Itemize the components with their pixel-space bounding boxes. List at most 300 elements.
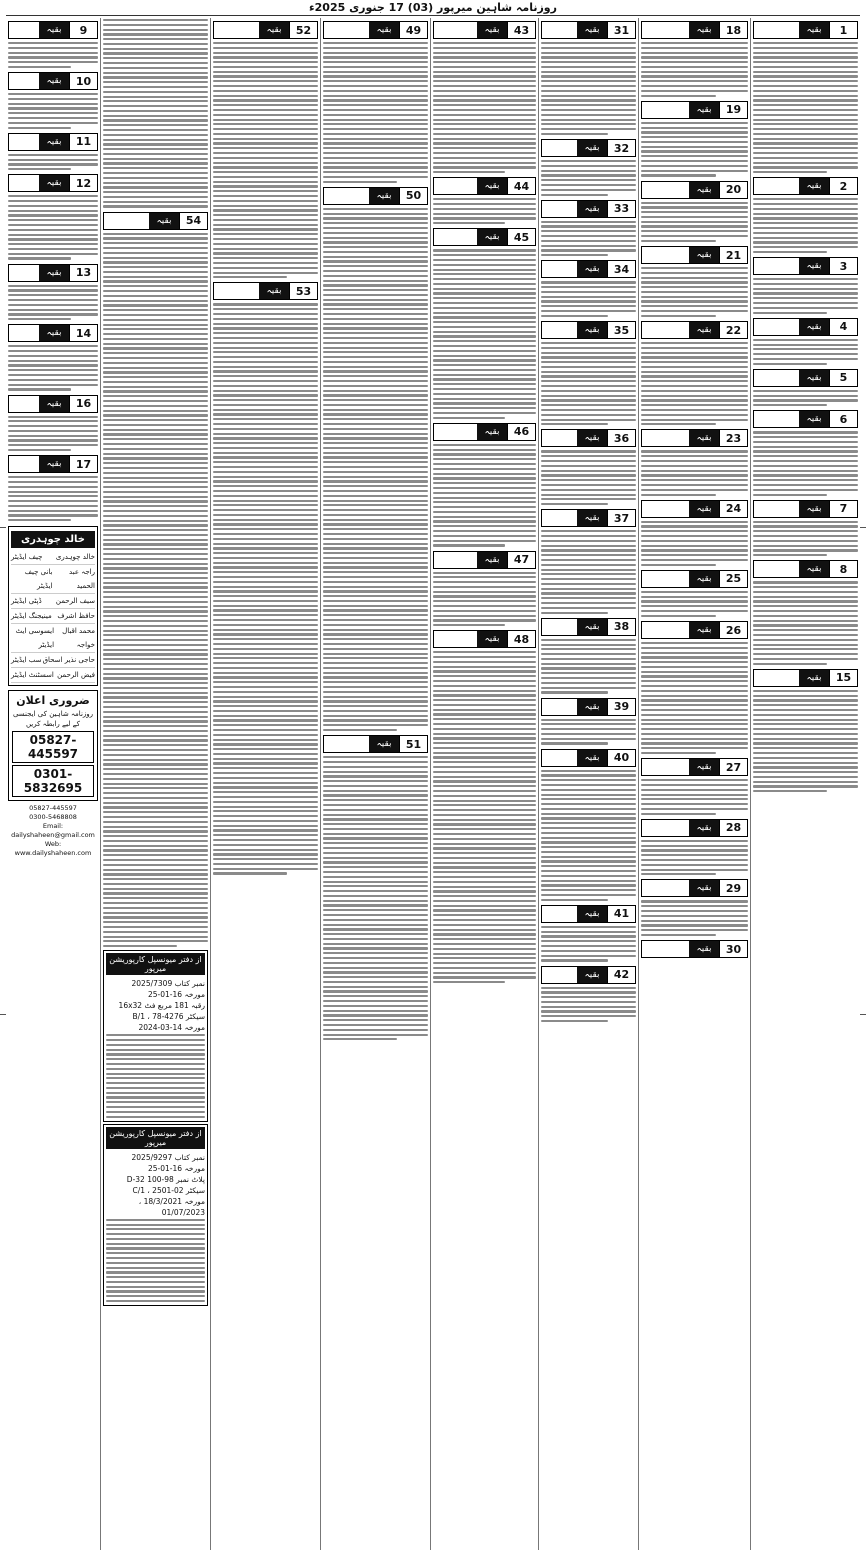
text-block: [8, 41, 98, 69]
text-line: [323, 442, 428, 444]
text-line: [323, 624, 428, 626]
text-line: [641, 390, 748, 392]
text-line: [213, 514, 318, 516]
text-line: [541, 371, 636, 373]
text-block: [541, 529, 636, 614]
text-line: [541, 315, 608, 317]
text-line: [103, 668, 208, 670]
text-line: [213, 724, 318, 726]
text-line: [213, 748, 318, 750]
text-line: [753, 634, 858, 636]
text-line: [753, 42, 858, 44]
text-line: [641, 170, 748, 172]
text-line: [323, 600, 428, 602]
text-line: [641, 615, 716, 617]
text-line: [323, 648, 428, 650]
text-line: [103, 644, 208, 646]
continuation-tag: [541, 429, 636, 447]
text-line: [753, 61, 858, 63]
tag-rule: [754, 561, 799, 577]
chief-editor-name: خالد چوہدری: [11, 531, 95, 548]
text-line: [753, 752, 858, 754]
text-line: [541, 884, 636, 886]
text-line: [323, 95, 428, 97]
text-line: [213, 313, 318, 315]
text-line: [433, 383, 536, 385]
text-line: [103, 367, 208, 369]
text-line: [541, 375, 636, 377]
text-line: [103, 48, 208, 50]
text-line: [641, 85, 748, 87]
text-line: [433, 278, 536, 280]
tag-rule: [642, 22, 689, 38]
text-line: [433, 610, 536, 612]
text-line: [323, 605, 428, 607]
text-line: [641, 564, 716, 566]
text-line: [8, 154, 98, 156]
text-line: [641, 789, 748, 791]
tag-rule: [9, 396, 39, 412]
tag-rule: [542, 201, 577, 217]
text-line: [641, 216, 748, 218]
continuation-tag: [641, 940, 748, 958]
continuation-label: بقیہ: [39, 22, 69, 38]
text-line: [323, 804, 428, 806]
text-line: [323, 366, 428, 368]
column-7: [100, 18, 210, 1550]
text-line: [323, 533, 428, 535]
text-line: [103, 481, 208, 483]
text-line: [103, 376, 208, 378]
text-line: [641, 221, 748, 223]
text-line: [541, 494, 636, 496]
text-line: [753, 615, 858, 617]
continuation-number: 25: [719, 571, 747, 587]
text-line: [641, 305, 748, 307]
text-line: [641, 375, 748, 377]
continuation-tag: [8, 174, 98, 192]
continuation-number: 28: [719, 820, 747, 836]
text-line: [213, 66, 318, 68]
text-line: [103, 596, 208, 598]
continuation-block: [753, 669, 858, 794]
text-line: [103, 496, 208, 498]
text-line: [641, 685, 748, 687]
tag-rule: [642, 182, 689, 198]
text-line: [753, 535, 858, 537]
text-line: [541, 597, 636, 599]
text-line: [8, 360, 98, 362]
text-line: [213, 224, 318, 226]
text-line: [8, 350, 98, 352]
text-line: [433, 862, 536, 864]
text-block: [541, 220, 636, 258]
continuation-label: بقیہ: [799, 319, 829, 335]
text-line: [323, 547, 428, 549]
text-line: [8, 369, 98, 371]
text-line: [213, 629, 318, 631]
text-line: [541, 189, 636, 191]
continuation-number: 30: [719, 941, 747, 957]
continuation-label: بقیہ: [689, 430, 719, 446]
text-line: [103, 811, 208, 813]
continuation-number: 53: [289, 283, 317, 299]
text-line: [323, 595, 428, 597]
text-line: [106, 1276, 205, 1278]
text-line: [433, 685, 536, 687]
text-line: [213, 195, 318, 197]
text-line: [433, 694, 536, 696]
text-line: [323, 1000, 428, 1002]
text-line: [323, 619, 428, 621]
text-line: [106, 1281, 205, 1283]
text-block: [8, 475, 98, 522]
text-line: [8, 257, 71, 259]
continuation-tag: [753, 257, 858, 275]
continuation-block: [641, 246, 748, 318]
text-line: [433, 957, 536, 959]
text-line: [753, 138, 858, 140]
notice-line: پلاٹ نمبر D-32 100-98: [126, 1174, 205, 1184]
text-line: [433, 670, 536, 672]
text-line: [541, 813, 636, 815]
text-line: [753, 450, 858, 452]
text-line: [641, 136, 748, 138]
text-line: [323, 428, 428, 430]
text-line: [753, 781, 858, 783]
text-line: [753, 399, 858, 401]
continuation-number: 27: [719, 759, 747, 775]
text-line: [213, 825, 318, 827]
text-line: [103, 754, 208, 756]
text-line: [323, 586, 428, 588]
tag-rule: [104, 213, 149, 229]
text-line: [103, 72, 208, 74]
text-line: [103, 91, 208, 93]
continuation-tag: [8, 395, 98, 413]
continuation-label: بقیہ: [689, 322, 719, 338]
continuation-number: 19: [719, 102, 747, 118]
text-line: [213, 829, 318, 831]
text-line: [541, 95, 636, 97]
text-line: [641, 610, 748, 612]
text-line: [103, 186, 208, 188]
text-line: [213, 552, 318, 554]
text-line: [103, 940, 208, 942]
text-line: [433, 85, 536, 87]
text-line: [541, 653, 636, 655]
text-line: [641, 549, 748, 551]
text-line: [753, 663, 827, 665]
text-line: [213, 543, 318, 545]
text-line: [323, 509, 428, 511]
text-block: [753, 430, 858, 496]
continuation-block: [753, 369, 858, 408]
text-line: [103, 840, 208, 842]
continuation-number: 46: [507, 424, 535, 440]
continuation-number: 52: [289, 22, 317, 38]
text-line: [213, 375, 318, 377]
text-line: [103, 390, 208, 392]
text-line: [753, 292, 858, 294]
text-line: [323, 56, 428, 58]
text-line: [541, 221, 636, 223]
text-line: [433, 316, 536, 318]
text-line: [433, 675, 536, 677]
text-line: [433, 208, 536, 210]
text-line: [103, 38, 208, 40]
text-line: [103, 237, 208, 239]
continuation-number: 39: [607, 699, 635, 715]
text-block: [753, 389, 858, 408]
text-line: [541, 104, 636, 106]
text-line: [323, 413, 428, 415]
continuation-label: بقیہ: [369, 188, 399, 204]
text-line: [323, 380, 428, 382]
text-line: [323, 538, 428, 540]
text-line: [641, 535, 748, 537]
text-line: [433, 393, 536, 395]
text-line: [103, 529, 208, 531]
text-line: [8, 486, 98, 488]
staff-name: راجہ عبد الحمید: [69, 568, 95, 591]
text-line: [433, 506, 536, 508]
text-line: [323, 943, 428, 945]
tag-rule: [754, 670, 799, 686]
text-line: [753, 363, 827, 365]
text-line: [433, 886, 536, 888]
ad-phone[interactable]: 05827-445597: [12, 731, 94, 763]
column-8: [6, 18, 100, 1550]
text-line: [106, 1053, 205, 1055]
text-line: [106, 1068, 205, 1070]
text-line: [433, 699, 536, 701]
text-line: [323, 691, 428, 693]
text-line: [323, 957, 428, 959]
text-line: [213, 176, 318, 178]
text-line: [213, 863, 318, 865]
text-line: [323, 986, 428, 988]
text-line: [541, 682, 636, 684]
continuation-tag: [541, 966, 636, 984]
text-line: [213, 461, 318, 463]
text-line: [323, 571, 428, 573]
text-line: [213, 404, 318, 406]
tag-rule: [542, 322, 577, 338]
text-line: [323, 967, 428, 969]
text-line: [541, 687, 636, 689]
text-line: [103, 410, 208, 412]
text-line: [323, 686, 428, 688]
text-line: [213, 576, 318, 578]
text-line: [103, 201, 208, 203]
text-line: [323, 842, 428, 844]
continuation-block: [323, 735, 428, 1041]
text-line: [433, 42, 536, 44]
text-line: [753, 620, 858, 622]
text-line: [433, 516, 536, 518]
text-line: [8, 289, 98, 291]
text-line: [213, 138, 318, 140]
text-line: [103, 124, 208, 126]
text-line: [103, 577, 208, 579]
text-line: [433, 704, 536, 706]
text-line: [103, 153, 208, 155]
text-line: [323, 638, 428, 640]
text-line: [213, 418, 318, 420]
text-line: [641, 150, 748, 152]
text-line: [213, 834, 318, 836]
text-line: [8, 439, 98, 441]
text-line: [103, 926, 208, 928]
continuation-label: بقیہ: [259, 22, 289, 38]
text-line: [433, 747, 536, 749]
text-line: [433, 402, 536, 404]
text-line: [433, 761, 536, 763]
text-line: [323, 881, 428, 883]
staff-row: [11, 653, 95, 668]
text-line: [641, 202, 748, 204]
text-line: [103, 196, 208, 198]
text-line: [103, 405, 208, 407]
text-line: [541, 310, 636, 312]
text-line: [753, 119, 858, 121]
text-line: [103, 419, 208, 421]
text-line: [541, 305, 636, 307]
text-line: [103, 558, 208, 560]
text-line: [213, 123, 318, 125]
text-line: [213, 624, 318, 626]
continuation-block: [541, 966, 636, 1024]
text-line: [106, 1286, 205, 1288]
text-line: [103, 591, 208, 593]
text-line: [433, 572, 536, 574]
text-line: [753, 545, 858, 547]
text-line: [541, 390, 636, 392]
text-block: [753, 520, 858, 558]
ad-phone[interactable]: 0301-5832695: [12, 765, 94, 797]
text-line: [541, 170, 636, 172]
text-line: [433, 530, 536, 532]
continuation-block: [213, 21, 318, 279]
text-line: [103, 816, 208, 818]
text-line: [641, 525, 748, 527]
contact-email[interactable]: Email: dailyshaheen@gmail.com: [11, 822, 95, 840]
text-line: [323, 1019, 428, 1021]
text-line: [323, 818, 428, 820]
continuation-number: 50: [399, 188, 427, 204]
text-line: [541, 827, 636, 829]
text-line: [641, 647, 748, 649]
text-line: [103, 429, 208, 431]
text-line: [103, 347, 208, 349]
text-line: [323, 119, 428, 121]
text-line: [433, 340, 536, 342]
text-line: [433, 852, 536, 854]
text-block: [433, 571, 536, 628]
cut-mark: [860, 527, 866, 528]
tag-rule: [642, 247, 689, 263]
continuation-tag: [641, 621, 748, 639]
text-line: [433, 463, 536, 465]
text-line: [641, 798, 748, 800]
text-line: [103, 177, 208, 179]
continuation-label: بقیہ: [39, 456, 69, 472]
text-line: [433, 398, 536, 400]
text-line: [541, 569, 636, 571]
text-line: [213, 327, 318, 329]
continuation-label: بقیہ: [689, 880, 719, 896]
text-line: [103, 386, 208, 388]
notice-line: رقبہ 181 مربع فٹ 16x32: [118, 1001, 205, 1011]
text-line: [103, 524, 208, 526]
text-line: [753, 232, 858, 234]
text-block: [8, 415, 98, 453]
text-line: [641, 728, 748, 730]
text-line: [213, 205, 318, 207]
text-line: [323, 576, 428, 578]
text-line: [213, 157, 318, 159]
text-line: [641, 272, 748, 274]
text-line: [103, 242, 208, 244]
text-line: [323, 80, 428, 82]
continuation-block: [541, 21, 636, 136]
text-line: [103, 357, 208, 359]
tag-rule: [754, 22, 799, 38]
text-line: [323, 237, 428, 239]
column-3: [538, 18, 638, 1550]
continuation-block: [641, 570, 748, 618]
text-line: [323, 724, 428, 726]
text-line: [323, 672, 428, 674]
text-line: [213, 442, 318, 444]
text-line: [213, 777, 318, 779]
text-line: [753, 166, 858, 168]
continuation-label: بقیہ: [689, 820, 719, 836]
text-line: [213, 557, 318, 559]
text-line: [323, 452, 428, 454]
text-line: [541, 184, 636, 186]
continuation-number: 1: [829, 22, 857, 38]
text-line: [8, 449, 71, 451]
tag-rule: [642, 941, 689, 957]
text-line: [641, 656, 748, 658]
continuation-tag: [8, 324, 98, 342]
text-line: [323, 256, 428, 258]
text-line: [8, 117, 98, 119]
text-line: [641, 714, 748, 716]
text-line: [213, 214, 318, 216]
text-line: [641, 530, 748, 532]
text-line: [323, 342, 428, 344]
text-line: [641, 854, 748, 856]
text-line: [641, 235, 748, 237]
contact-web[interactable]: Web: www.dailyshaheen.com: [14, 840, 92, 858]
text-line: [323, 485, 428, 487]
staff-role: مینیجنگ ایڈیٹر: [11, 612, 52, 621]
continuation-block: [541, 139, 636, 197]
text-line: [641, 281, 748, 283]
text-line: [103, 300, 208, 302]
text-line: [641, 80, 748, 82]
text-line: [103, 912, 208, 914]
text-line: [753, 479, 858, 481]
text-line: [641, 813, 716, 815]
text-line: [641, 90, 748, 92]
text-line: [103, 696, 208, 698]
text-line: [753, 757, 858, 759]
text-line: [541, 530, 636, 532]
